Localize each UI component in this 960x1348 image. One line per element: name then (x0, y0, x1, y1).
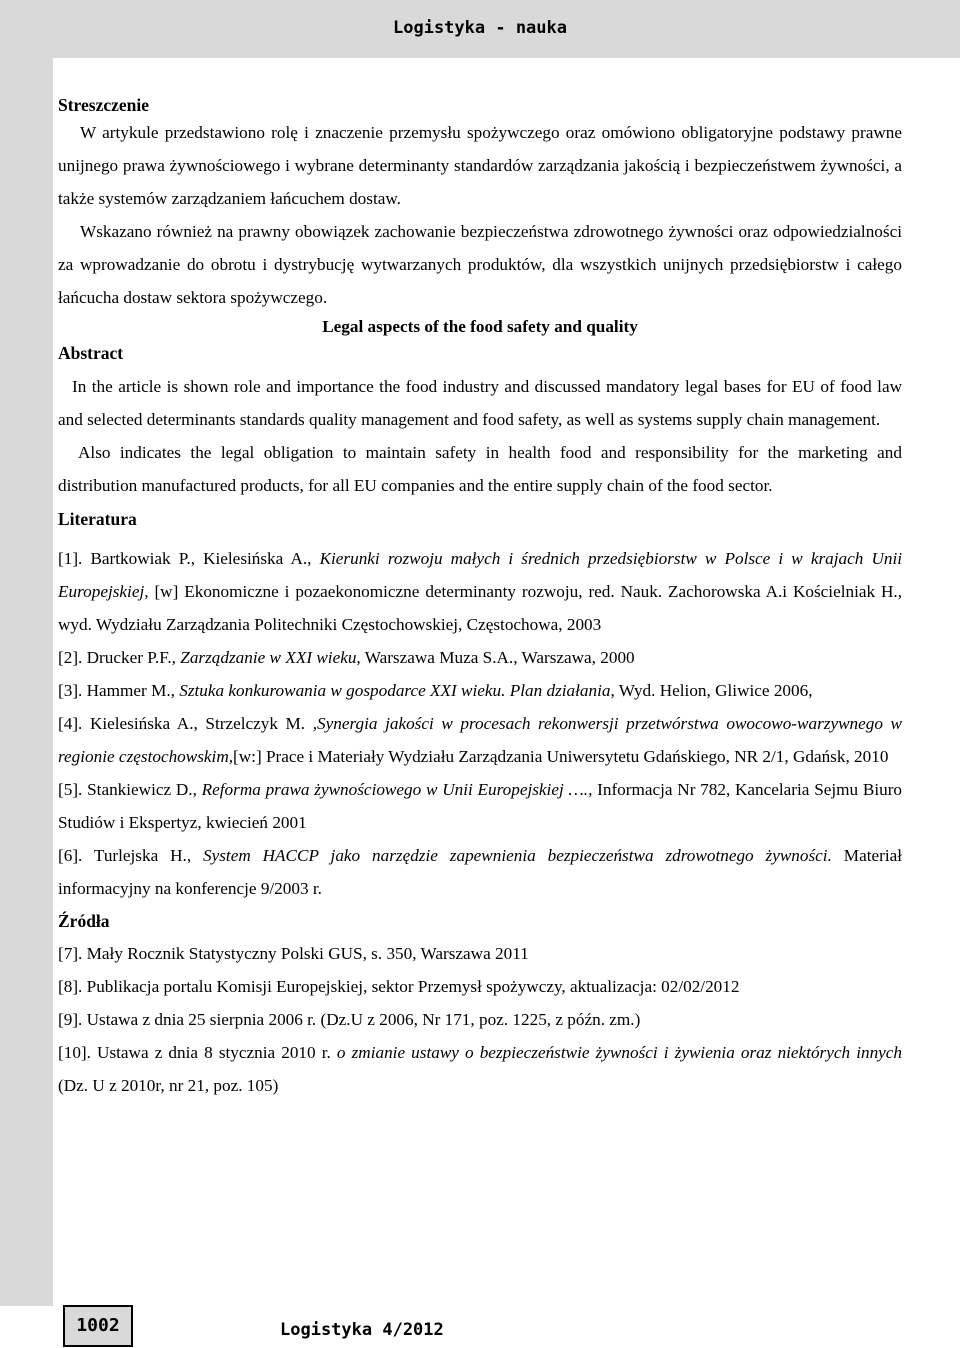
reference-authors: Kielesińska A., Strzelczyk M. (89, 714, 306, 733)
reference-details: Informacja Nr 782, Kancelaria Sejmu Biuro Studiów i Ekspertyz, kwiecień 2001 (58, 780, 903, 832)
source-item (58, 937, 902, 970)
reference-number: [2]. (58, 648, 83, 667)
reference-title: System HACCP jako narzędzie zapewnienia bezpieczeństwa zdrowotnego żywności. (203, 846, 832, 865)
reference-item (58, 542, 902, 641)
reference-number: [3]. (58, 681, 83, 700)
english-title: Legal aspects of the food safety and quality (322, 317, 638, 336)
reference-authors: Turlejska H., (93, 846, 192, 865)
abstract-paragraph-2: Also indicates the legal obligation to maintain safety in health food and responsibility for the marketing and distribution manufactured products, for all EU companies and the entire supply chain of the food sector. (58, 443, 902, 495)
source-item (58, 1036, 902, 1102)
reference-number: [1]. (58, 549, 83, 568)
reference-details: [w:] Prace i Materiały Wydziału Zarządzania Uniwersytetu Gdańskiego, NR 2/1, Gdańsk, 2010 (233, 747, 889, 766)
reference-details: Materiał informacyjny na konferencje 9/2003 r. (58, 846, 902, 898)
reference-title: Reforma prawa żywnościowego w Unii Europejskiej …., (201, 780, 593, 799)
source-number: [9]. (58, 1010, 83, 1029)
running-header: Logistyka - nauka (393, 18, 567, 38)
reference-title: Zarządzanie w XXI wieku, (180, 648, 361, 667)
summary-paragraph-2: Wskazano również na prawny obowiązek zachowanie bezpieczeństwa zdrowotnego żywności oraz odpowiedzialności za wprowadzanie do obrotu i dystrybucję wytwarzanych produktów, dla wszystkich unijnych przedsiębiorstw i całego łańcucha dostaw sektora spożywczego. (58, 222, 902, 307)
reference-title: ,Synergia jakości w procesach rekonwersji przetwórstwa owocowo-warzywnego w regionie częstochowskim, (58, 714, 903, 766)
source-number: [10]. (58, 1043, 91, 1062)
article-body (58, 94, 902, 1102)
reference-item (58, 773, 902, 839)
source-text: Publikacja portalu Komisji Europejskiej, sektor Przemysł spożywczy, aktualizacja: 02/02/2012 (86, 977, 740, 996)
reference-details: , Wyd. Helion, Gliwice 2006, (610, 681, 813, 700)
source-number: [7]. (58, 944, 83, 963)
source-text: Mały Rocznik Statystyczny Polski GUS, s. 350, Warszawa 2011 (86, 944, 529, 963)
reference-authors: Bartkowiak P., Kielesińska A., (90, 549, 312, 568)
footer-band (0, 1306, 960, 1348)
abstract-heading: Abstract (58, 343, 124, 363)
reference-title: Sztuka konkurowania w gospodarce XXI wieku. Plan działania (179, 681, 611, 700)
sources-heading: Źródła (58, 911, 110, 931)
journal-footer: Logistyka 4/2012 (280, 1320, 444, 1340)
reference-authors: Drucker P.F., (86, 648, 176, 667)
source-details: (Dz. U z 2010r, nr 21, poz. 105) (58, 1076, 279, 1095)
reference-item (58, 641, 902, 674)
summary-paragraph-1: W artykule przedstawiono rolę i znaczenie przemysłu spożywczego oraz omówiono obligatoryjne podstawy prawne unijnego prawa żywnościowego i wybrane determinanty standardów zarządzania jakością i bezpieczeństwem żywności, a także systemów zarządzaniem łańcuchem dostaw. (58, 123, 902, 208)
reference-item (58, 707, 902, 773)
source-item (58, 970, 902, 1003)
reference-authors: Hammer M., (86, 681, 175, 700)
header-band (0, 0, 960, 58)
reference-authors: Stankiewicz D., (87, 780, 197, 799)
literature-heading: Literatura (58, 509, 137, 529)
reference-number: [6]. (58, 846, 83, 865)
source-text: Ustawa z dnia 8 stycznia 2010 r. (97, 1043, 331, 1062)
reference-title: Kierunki rozwoju małych i średnich przedsiębiorstw w Polsce i w krajach Unii Europejskiej, (58, 549, 903, 601)
reference-details: [w] Ekonomiczne i pozaekonomiczne determinanty rozwoju, red. Nauk. Zachorowska A.i Kościelniak H., wyd. Wydziału Zarządzania Politechniki Częstochowskiej, Częstochowa, 2003 (58, 582, 902, 634)
summary-heading: Streszczenie (58, 95, 150, 115)
source-title: o zmianie ustawy o bezpieczeństwie żywności i żywienia oraz niektórych innych (336, 1043, 903, 1062)
reference-number: [4]. (58, 714, 83, 733)
reference-number: [5]. (58, 780, 83, 799)
source-item (58, 1003, 902, 1036)
abstract-paragraph-1: In the article is shown role and importance the food industry and discussed mandatory legal bases for EU of food law and selected determinants standards quality management and food safety, as well as systems supply chain management. (58, 377, 902, 429)
source-number: [8]. (58, 977, 83, 996)
source-text: Ustawa z dnia 25 sierpnia 2006 r. (Dz.U z 2006, Nr 171, poz. 1225, z późn. zm.) (86, 1010, 641, 1029)
reference-item (58, 839, 902, 905)
page-number-box: 1002 (63, 1305, 133, 1347)
reference-item (58, 674, 902, 707)
reference-details: Warszawa Muza S.A., Warszawa, 2000 (364, 648, 635, 667)
